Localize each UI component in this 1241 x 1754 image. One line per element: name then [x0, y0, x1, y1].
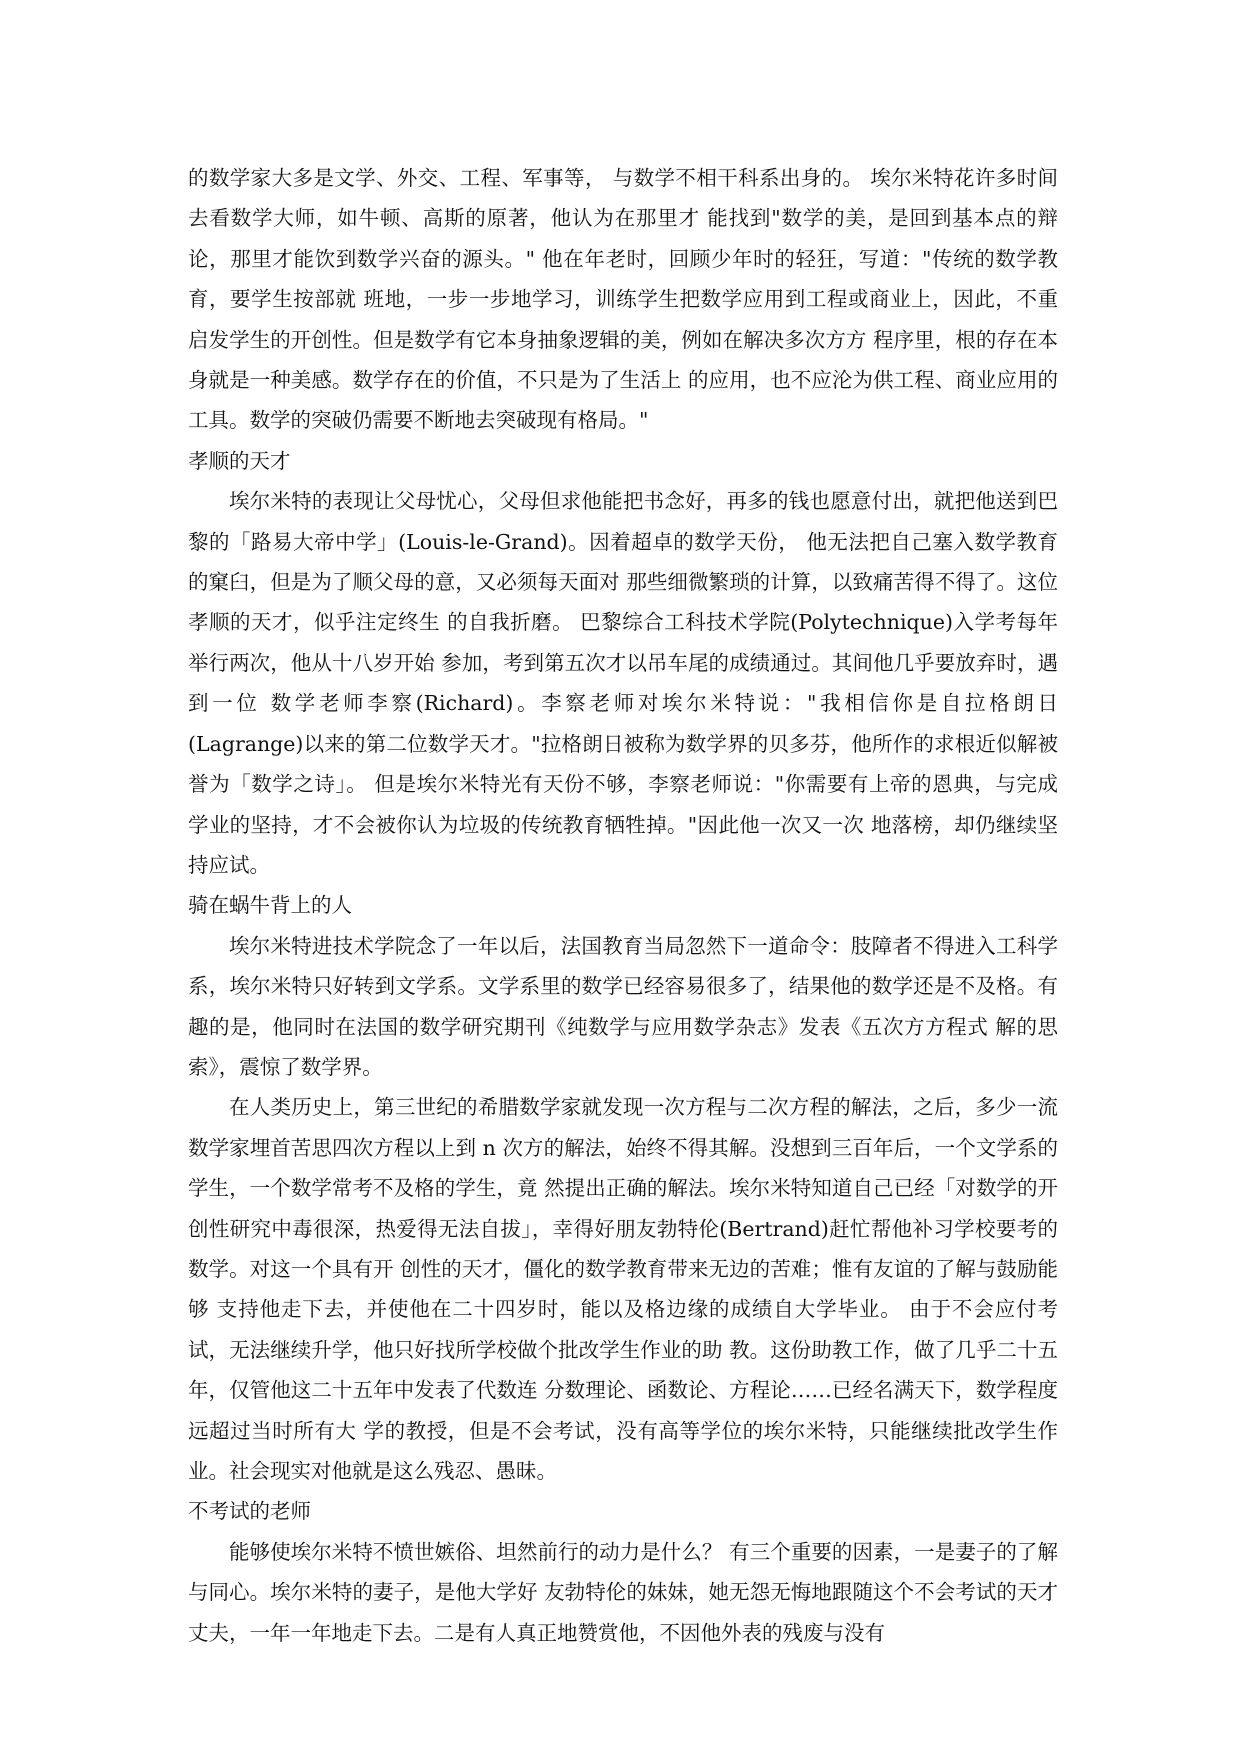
document-body	[188, 158, 1058, 1653]
paragraph-intro: 的数学家大多是文学、外交、工程、军事等， 与数学不相干科系出身的。 埃尔米特花许多时间去看数学大师，如牛顿、高斯的原著，他认为在那里才 能找到"数学的美，是回到基本点的辩论，那里才能饮到数学兴奋的源头。" 他在年老时，回顾少年时的轻狂，写道："传统的数学教育，要学生按部就 班地，一步一步地学习，训练学生把数学应用到工程或商业上，因此，不重 启发学生的开创性。但是数学有它本身抽象逻辑的美，例如在解决多次方方 程序里，根的存在本身就是一种美感。数学存在的价值，不只是为了生活上 的应用，也不应沦为供工程、商业应用的工具。数学的突破仍需要不断地去突破现有格局。"	[188, 166, 1058, 433]
section-heading-no-exam-teacher: 不考试的老师	[188, 1499, 311, 1524]
paragraph-filial-genius: 埃尔米特的表现让父母忧心，父母但求他能把书念好，再多的钱也愿意付出，就把他送到巴黎的「路易大帝中学」(Louis-le-Grand)。因着超卓的数学天份， 他无法把自己塞入数学教育的窠臼，但是为了顺父母的意，又必须每天面对 那些细微繁琐的计算，以致痛苦得不得了。这位孝顺的天才，似乎注定终生 的自我折磨。 巴黎综合工科技术学院(Polytechnique)入学考每年举行两次，他从十八岁开始 参加，考到第五次才以吊车尾的成绩通过。其间他几乎要放弃时，遇到一位 数学老师李察(Richard)。李察老师对埃尔米特说："我相信你是自拉格朗日 (Lagrange)以来的第二位数学天才。"拉格朗日被称为数学界的贝多芬，他所作的求根近似解被誉为「数学之诗」。 但是埃尔米特光有天份不够，李察老师说："你需要有上帝的恩典，与完成 学业的坚持，才不会被你认为垃圾的传统教育牺牲掉。"因此他一次又一次 地落榜，却仍继续坚持应试。	[188, 489, 1058, 877]
section-heading-snail-rider: 骑在蜗牛背上的人	[188, 893, 352, 918]
paragraph-no-exam-teacher: 能够使埃尔米特不愤世嫉俗、坦然前行的动力是什么？ 有三个重要的因素，一是妻子的了解与同心。埃尔米特的妻子，是他大学好 友勃特伦的妹妹，她无怨无悔地跟随这个不会考试的天才丈夫，一年一年地走下去。二是有人真正地赞赏他，不因他外表的残废与没有	[188, 1539, 1058, 1645]
paragraph-snail-rider-1: 埃尔米特进技术学院念了一年以后，法国教育当局忽然下一道命令：肢障者不得进入工科学系，埃尔米特只好转到文学系。文学系里的数学已经容易很多了，结果他的数学还是不及格。有趣的是，他同时在法国的数学研究期刊《纯数学与应用数学杂志》发表《五次方方程式 解的思索》，震惊了数学界。	[188, 933, 1058, 1079]
section-heading-filial-genius: 孝顺的天才	[188, 448, 291, 473]
paragraph-snail-rider-2: 在人类历史上，第三世纪的希腊数学家就发现一次方程与二次方程的解法，之后，多少一流数学家埋首苦思四次方程以上到 n 次方的解法，始终不得其解。没想到三百年后，一个文学系的学生，一个数学常考不及格的学生，竟 然提出正确的解法。埃尔米特知道自己已经「对数学的开创性研究中毒很深，热爱得无法自拔」，幸得好朋友勃特伦(Bertrand)赶忙帮他补习学校要考的数学。对这一个具有开 创性的天才，僵化的数学教育带来无边的苦难；惟有友谊的了解与鼓励能够 支持他走下去，并使他在二十四岁时，能以及格边缘的成绩自大学毕业。 由于不会应付考试，无法继续升学，他只好找所学校做个批改学生作业的助 教。这份助教工作，做了几乎二十五年，仅管他这二十五年中发表了代数连 分数理论、函数论、方程论……已经名满天下，数学程度远超过当时所有大 学的教授，但是不会考试，没有高等学位的埃尔米特，只能继续批改学生作 业。社会现实对他就是这么残忍、愚昧。	[188, 1095, 1058, 1483]
